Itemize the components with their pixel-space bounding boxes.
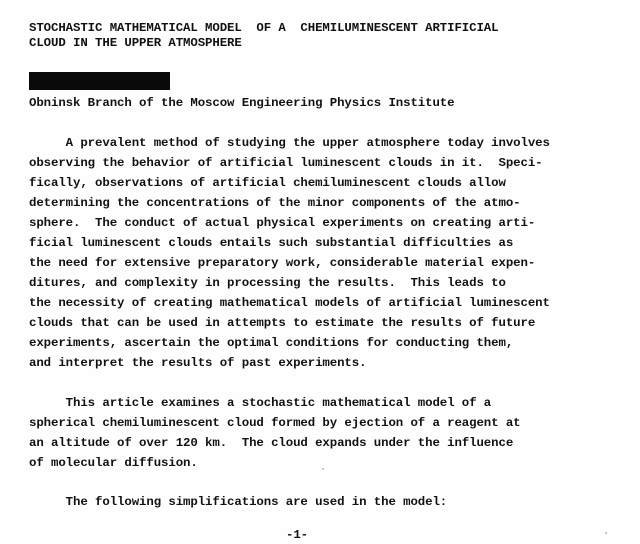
paragraph-line: an altitude of over 120 km. The cloud expands under the influence — [29, 436, 514, 450]
paragraph-line: experiments, ascertain the optimal conditions for conducting them, — [29, 336, 514, 350]
paragraph-line: This article examines a stochastic mathematical model of a — [29, 396, 492, 410]
paragraph-line: sphere. The conduct of actual physical experiments on creating arti- — [29, 216, 536, 230]
paragraph-line: the need for extensive preparatory work, considerable material expen- — [29, 256, 536, 270]
paragraph-line: ditures, and complexity in processing the results. This leads to — [29, 276, 506, 290]
scan-speck — [322, 468, 324, 470]
paragraph-line: determining the concentrations of the minor components of the atmo- — [29, 196, 521, 210]
scan-speck — [605, 532, 607, 534]
paragraph-line: and interpret the results of past experiments. — [29, 356, 367, 370]
paragraph-line: spherical chemiluminescent cloud formed by ejection of a reagent at — [29, 416, 521, 430]
affiliation: Obninsk Branch of the Moscow Engineering Physics Institute — [29, 96, 455, 110]
paragraph-line: A prevalent method of studying the upper atmosphere today involves — [29, 136, 550, 150]
page-number: -1- — [286, 528, 309, 542]
redaction-bar — [29, 72, 170, 90]
paragraph-line: The following simplifications are used in the model: — [29, 495, 448, 509]
paragraph-line: of molecular diffusion. — [29, 456, 198, 470]
title-line-2: CLOUD IN THE UPPER ATMOSPHERE — [29, 36, 242, 50]
paragraph-line: clouds that can be used in attempts to estimate the results of future — [29, 316, 536, 330]
paragraph-line: fically, observations of artificial chemiluminescent clouds allow — [29, 176, 506, 190]
paragraph-line: the necessity of creating mathematical models of artificial luminescent — [29, 296, 550, 310]
paragraph-line: observing the behavior of artificial luminescent clouds in it. Speci- — [29, 156, 543, 170]
title-line-1: STOCHASTIC MATHEMATICAL MODEL OF A CHEMILUMINESCENT ARTIFICIAL — [29, 21, 499, 35]
paragraph-line: ficial luminescent clouds entails such substantial difficulties as — [29, 236, 514, 250]
